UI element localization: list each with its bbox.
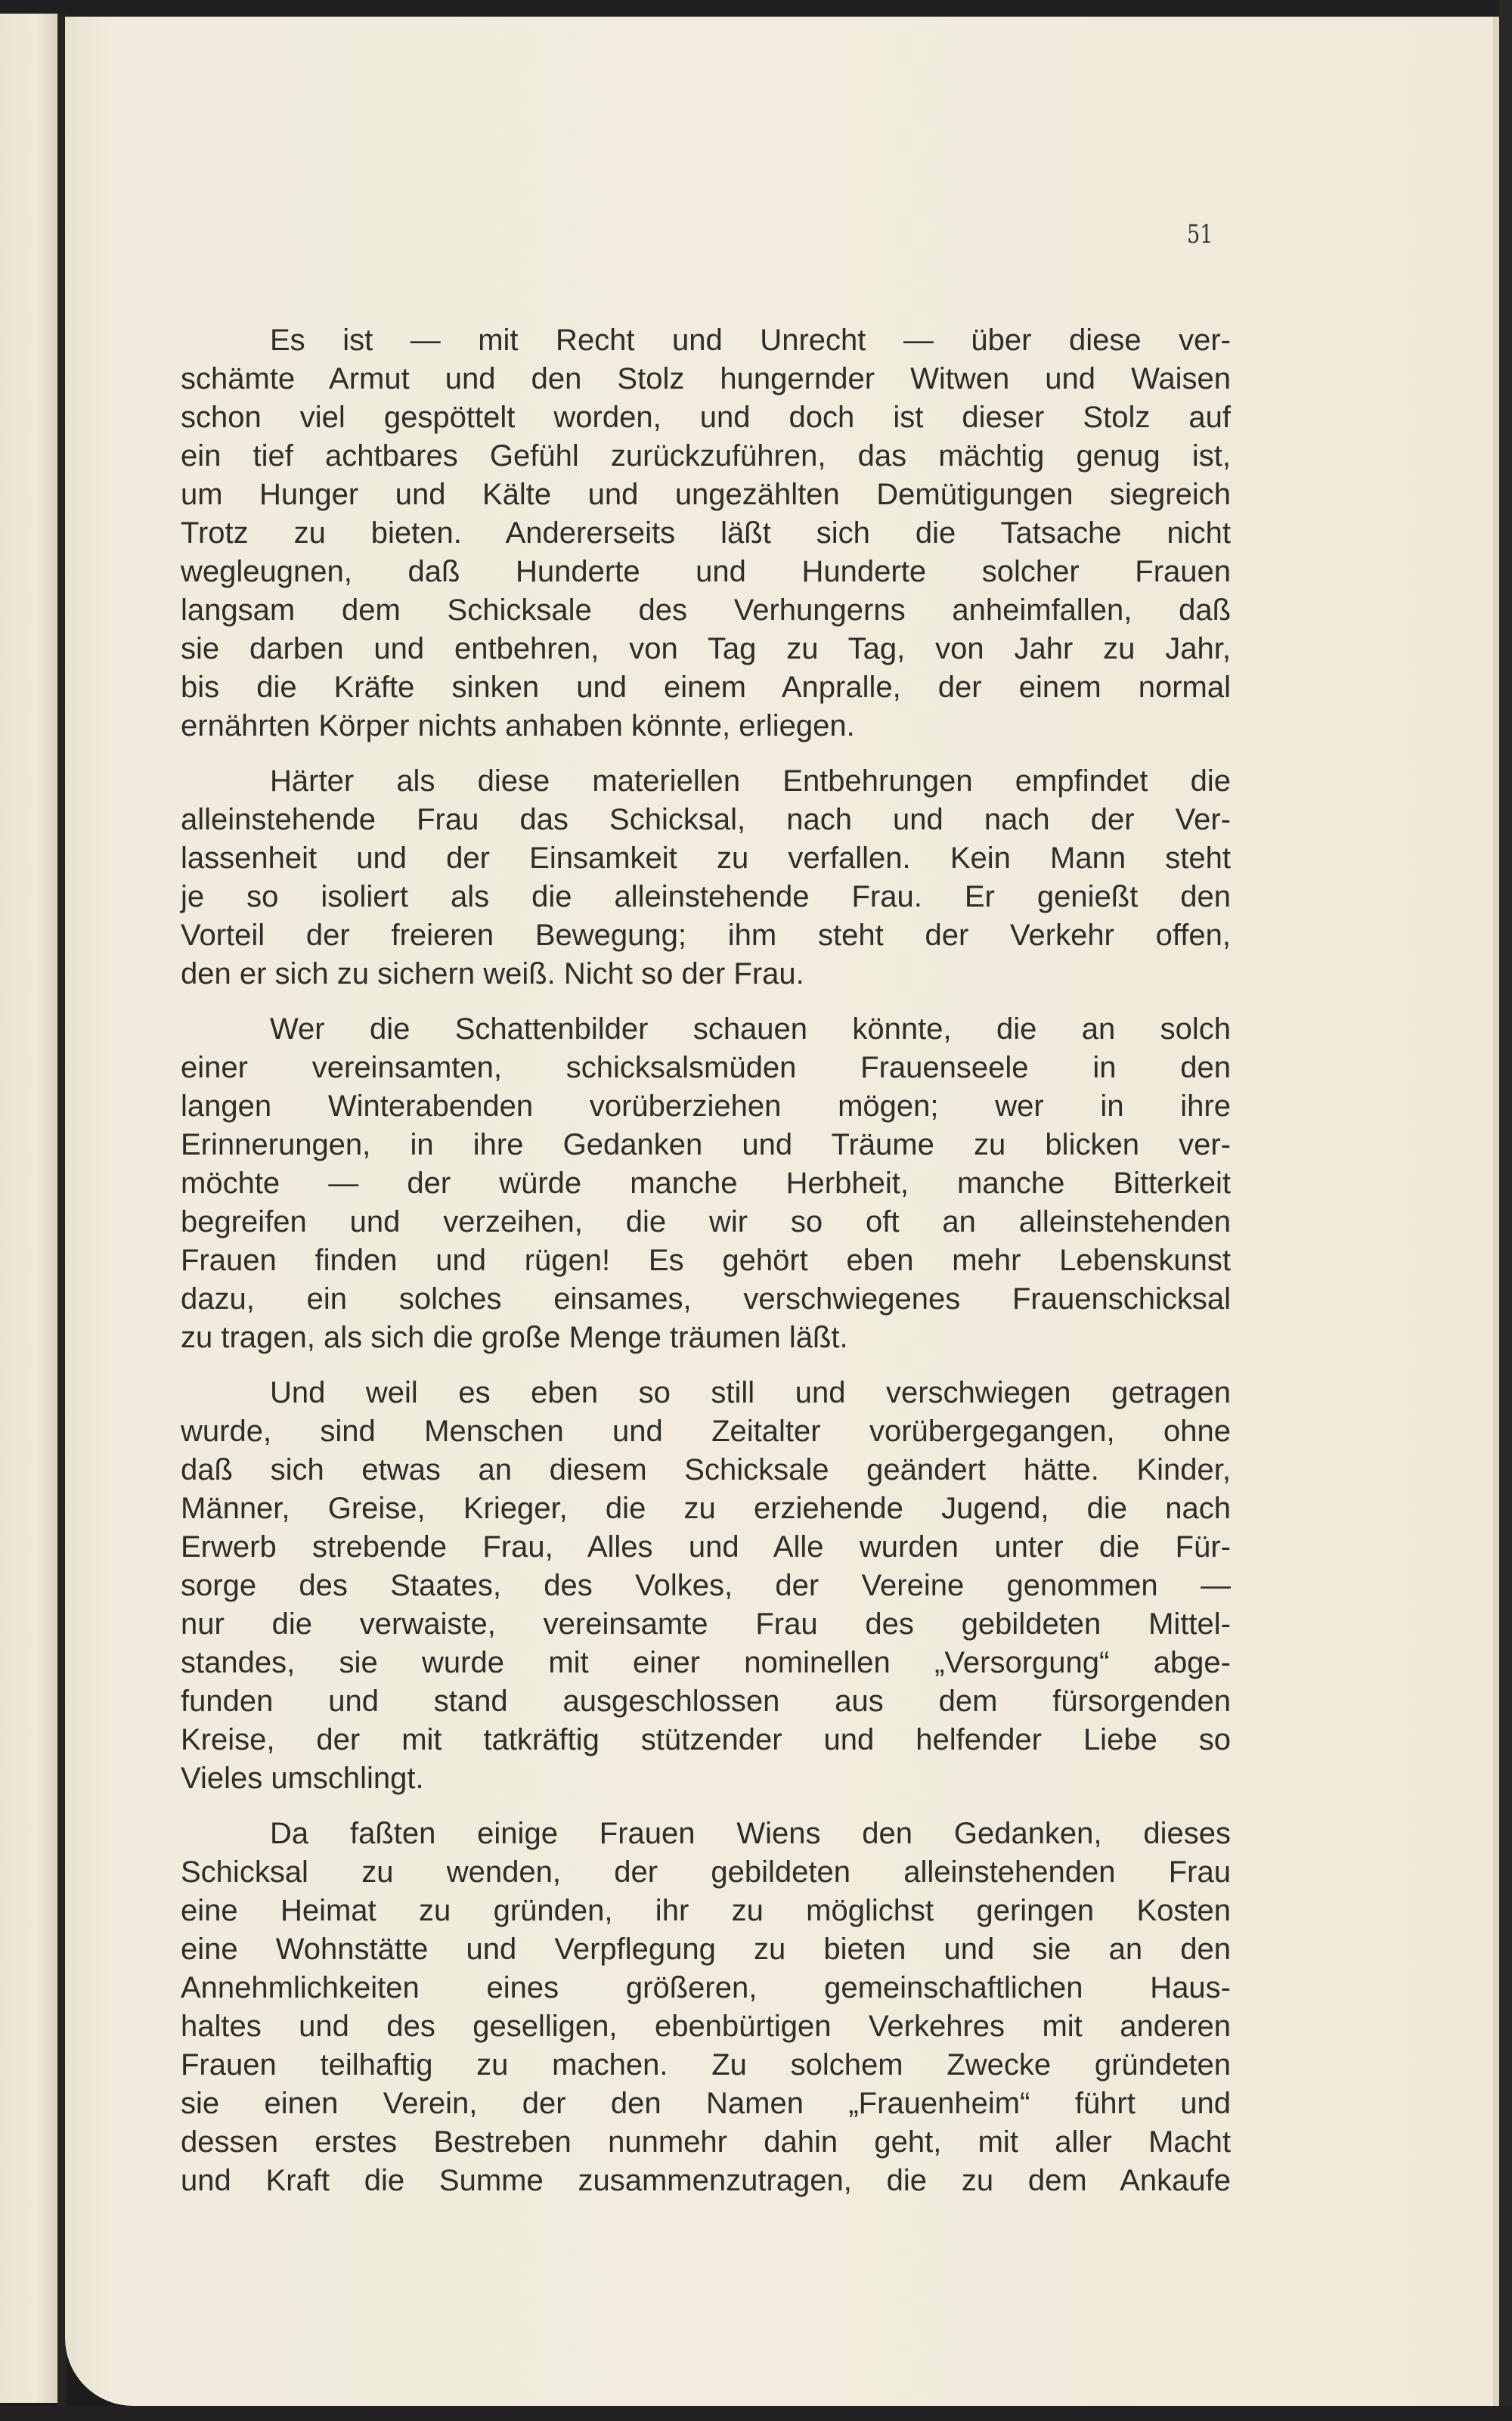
- text-line: langen Winterabenden vorüberziehen mögen; wer in ihre: [181, 1090, 1231, 1123]
- scan-top-border: [0, 0, 1512, 17]
- text-line: ein tief achtbares Gefühl zurückzuführen, das mächtig genug ist,: [181, 439, 1231, 473]
- paragraph: [181, 1374, 1231, 1798]
- text-line: haltes und des geselligen, ebenbürtigen Verkehres mit anderen: [181, 2010, 1231, 2043]
- text-line: alleinstehende Frau das Schicksal, nach und nach der Ver-: [181, 803, 1231, 836]
- page-edge: [1493, 17, 1499, 2406]
- text-line: Vieles umschlingt.: [181, 1762, 424, 1795]
- text-line: Schicksal zu wenden, der gebildeten alleinstehenden Frau: [181, 1855, 1231, 1889]
- text-line: funden und stand ausgeschlossen aus dem fürsorgenden: [181, 1685, 1231, 1718]
- scan-bottom-border: [0, 2406, 1512, 2421]
- text-line: Annehmlichkeiten eines größeren, gemeinschaftlichen Haus-: [181, 1971, 1231, 2004]
- text-line: sie darben und entbehren, von Tag zu Tag, von Jahr zu Jahr,: [181, 632, 1231, 665]
- text-line: wurde, sind Menschen und Zeitalter vorübergegangen, ohne: [181, 1415, 1231, 1448]
- text-line: Frauen finden und rügen! Es gehört eben mehr Lebenskunst: [181, 1244, 1231, 1277]
- paragraph: [181, 762, 1231, 994]
- paragraph: [181, 321, 1231, 746]
- text-line: nur die verwaiste, vereinsamte Frau des gebildeten Mittel-: [181, 1607, 1231, 1641]
- text-line: standes, sie wurde mit einer nominellen „Versorgung“ abge-: [181, 1646, 1231, 1679]
- text-line: Frauen teilhaftig zu machen. Zu solchem Zwecke gründeten: [181, 2048, 1231, 2082]
- facing-page-edge: [0, 14, 59, 2403]
- text-line: Trotz zu bieten. Andererseits läßt sich die Tatsache nicht: [181, 516, 1231, 550]
- text-line: dessen erstes Bestreben nunmehr dahin geht, mit aller Macht: [181, 2125, 1231, 2159]
- text-line: daß sich etwas an diesem Schicksale geändert hätte. Kinder,: [181, 1453, 1231, 1486]
- text-line: je so isoliert als die alleinstehende Frau. Er genießt den: [181, 880, 1231, 913]
- text-line: eine Wohnstätte und Verpflegung zu bieten und sie an den: [181, 1933, 1231, 1966]
- scan-right-border: [1499, 0, 1512, 2421]
- text-line: sorge des Staates, des Volkes, der Vereine genommen —: [181, 1569, 1231, 1602]
- text-line: Männer, Greise, Krieger, die zu erziehende Jugend, die nach: [181, 1492, 1231, 1525]
- text-line: eine Heimat zu gründen, ihr zu möglichst geringen Kosten: [181, 1894, 1231, 1927]
- text-line: Kreise, der mit tatkräftig stützender und helfender Liebe so: [181, 1723, 1231, 1756]
- text-line: Und weil es eben so still und verschwiegen getragen: [270, 1376, 1231, 1409]
- text-line: Vorteil der freieren Bewegung; ihm steht der Verkehr offen,: [181, 919, 1231, 952]
- text-line: Da faßten einige Frauen Wiens den Gedanken, dieses: [270, 1817, 1231, 1850]
- text-line: um Hunger und Kälte und ungezählten Demütigungen siegreich: [181, 478, 1231, 511]
- text-line: den er sich zu sichern weiß. Nicht so der Frau.: [181, 957, 804, 990]
- text-line: möchte — der würde manche Herbheit, manche Bitterkeit: [181, 1167, 1231, 1200]
- text-line: schon viel gespöttelt worden, und doch ist dieser Stolz auf: [181, 401, 1231, 434]
- text-line: sie einen Verein, der den Namen „Frauenheim“ führt und: [181, 2087, 1231, 2120]
- body-text: [181, 321, 1231, 2217]
- text-line: schämte Armut und den Stolz hungernder Witwen und Waisen: [181, 362, 1231, 395]
- text-line: langsam dem Schicksale des Verhungerns anheimfallen, daß: [181, 594, 1231, 627]
- paragraph: [181, 1010, 1231, 1357]
- text-line: Es ist — mit Recht und Unrecht — über diese ver-: [270, 324, 1231, 357]
- text-line: zu tragen, als sich die große Menge träumen läßt.: [181, 1321, 848, 1354]
- paragraph: [181, 1815, 1231, 2200]
- text-line: bis die Kräfte sinken und einem Anpralle, der einem normal: [181, 671, 1231, 704]
- text-line: Erwerb strebende Frau, Alles und Alle wurden unter die Für-: [181, 1530, 1231, 1564]
- text-line: begreifen und verzeihen, die wir so oft an alleinstehenden: [181, 1205, 1231, 1238]
- text-line: und Kraft die Summe zusammenzutragen, die zu dem Ankaufe: [181, 2164, 1231, 2197]
- text-line: ernährten Körper nichts anhaben könnte, erliegen.: [181, 709, 855, 742]
- text-line: dazu, ein solches einsames, verschwiegenes Frauenschicksal: [181, 1282, 1231, 1316]
- text-line: lassenheit und der Einsamkeit zu verfallen. Kein Mann steht: [181, 842, 1231, 875]
- text-line: Wer die Schattenbilder schauen könnte, die an solch: [270, 1012, 1231, 1046]
- text-line: wegleugnen, daß Hunderte und Hunderte solcher Frauen: [181, 555, 1231, 588]
- text-line: Härter als diese materiellen Entbehrungen empfindet die: [270, 764, 1231, 798]
- page-number: 51: [1187, 219, 1213, 250]
- text-line: Erinnerungen, in ihre Gedanken und Träume zu blicken ver-: [181, 1128, 1231, 1161]
- text-line: einer vereinsamten, schicksalsmüden Frauenseele in den: [181, 1051, 1231, 1084]
